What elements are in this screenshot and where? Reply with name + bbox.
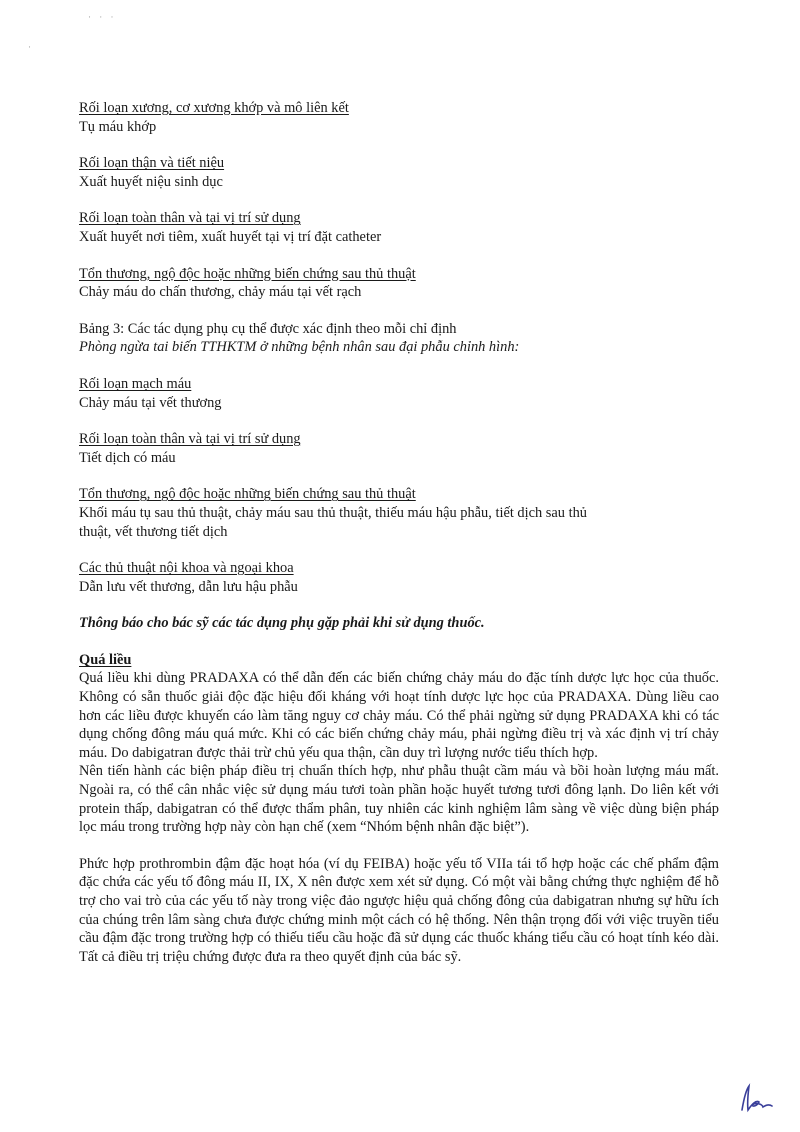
section-heading: Rối loạn thận và tiết niệu bbox=[79, 155, 225, 172]
section-heading: Rối loạn toàn thân và tại vị trí sử dụng bbox=[79, 431, 301, 448]
section-text: Chảy máu tại vết thương bbox=[79, 394, 222, 411]
overdose-section bbox=[79, 651, 719, 837]
section2-injury bbox=[79, 485, 719, 541]
overdose-section-continued bbox=[79, 855, 719, 967]
section-text: Tiết dịch có máu bbox=[79, 449, 176, 466]
section-heading: Rối loạn xương, cơ xương khớp và mô liên kết bbox=[79, 100, 349, 116]
overdose-heading: Quá liều bbox=[79, 651, 132, 668]
section-text: Dẫn lưu vết thương, dẫn lưu hậu phẫu bbox=[79, 578, 298, 595]
section-text: Tụ máu khớp bbox=[79, 118, 157, 135]
section-renal bbox=[79, 154, 719, 191]
section-general-site bbox=[79, 209, 719, 246]
overdose-paragraph-2: Nên tiến hành các biện pháp điều trị chuẩn thích hợp, như phẫu thuật cầm máu và bồi hoàn lượng máu mất. Ngoài ra, có thể cân nhắc việc sử dụng máu tươi toàn phần hoặc huyết tương tươi đông lạnh. Do liên kết với protein thấp, dabigatran có thể được thẩm phân, tuy nhiên các kinh nghiệm lâm sàng về việc dùng biện pháp lọc máu trong trường hợp này còn hạn chế (xem “Nhóm bệnh nhân đặc biệt”). bbox=[79, 763, 719, 836]
section-heading: Tổn thương, ngộ độc hoặc những biến chứng sau thủ thuật bbox=[79, 486, 416, 503]
section2-procedures bbox=[79, 559, 719, 596]
table3-caption-block bbox=[79, 320, 719, 357]
section-text: Chảy máu do chấn thương, chảy máu tại vết rạch bbox=[79, 284, 362, 301]
section-heading: Tổn thương, ngộ độc hoặc những biến chứng sau thủ thuật bbox=[79, 265, 416, 282]
section-heading: Rối loạn mạch máu bbox=[79, 375, 192, 392]
notice-text: Thông báo cho bác sỹ các tác dụng phụ gặp phải khi sử dụng thuốc. bbox=[79, 615, 485, 632]
scan-mark-top: · · · bbox=[88, 12, 117, 22]
overdose-paragraph-3: Phức hợp prothrombin đậm đặc hoạt hóa (ví dụ FEIBA) hoặc yếu tố VIIa tái tổ hợp hoặc các chế phẩm đậm đặc chứa các yếu tố đông máu II, IX, X nên được xem xét sử dụng. Có một vài bằng chứng thực nghiệm để hỗ trợ cho vai trò của các yếu tố này trong việc đảo ngược hiệu quả chống đông của dabigatran nhưng sự hữu ích của chúng trên lâm sàng chưa được chứng minh một cách có hệ thống. Nên thận trọng đối với việc truyền tiểu cầu đậm đặc trong trường hợp có thiếu tiểu cầu hoặc đã sử dụng các thuốc kháng tiểu cầu có hoạt tính kéo dài. Tất cả điều trị triệu chứng được đưa ra theo quyết định của bác sỹ. bbox=[79, 855, 719, 965]
section2-vascular bbox=[79, 375, 719, 412]
document-body bbox=[79, 99, 719, 966]
section-heading: Rối loạn toàn thân và tại vị trí sử dụng bbox=[79, 210, 301, 227]
section-text: Xuất huyết nơi tiêm, xuất huyết tại vị trí đặt catheter bbox=[79, 228, 382, 245]
section-text: Xuất huyết niệu sinh dục bbox=[79, 173, 223, 190]
section-injury bbox=[79, 265, 719, 302]
section2-general-site bbox=[79, 430, 719, 467]
table-caption: Bảng 3: Các tác dụng phụ cụ thể được xác định theo mỗi chỉ định bbox=[79, 320, 457, 337]
table-subtitle: Phòng ngừa tai biến TTHKTM ở những bệnh nhân sau đại phẫu chỉnh hình: bbox=[79, 339, 520, 356]
section-heading: Các thủ thuật nội khoa và ngoại khoa bbox=[79, 560, 294, 577]
section-text: thuật, vết thương tiết dịch bbox=[79, 523, 228, 540]
section-text: Khối máu tụ sau thủ thuật, chảy máu sau thủ thuật, thiếu máu hậu phẫu, tiết dịch sau thủ bbox=[79, 504, 587, 521]
signature-mark bbox=[736, 1080, 776, 1116]
scan-mark-left: · bbox=[28, 42, 31, 52]
section-musculoskeletal bbox=[79, 99, 719, 136]
notice-block bbox=[79, 614, 719, 633]
overdose-paragraph-1: Quá liều khi dùng PRADAXA có thể dẫn đến các biến chứng chảy máu do đặc tính dược lực học của thuốc. Không có sẵn thuốc giải độc đặc hiệu đối kháng với hoạt tính dược lực học của PRADAXA. Dùng liều cao hơn các liều được khuyến cáo làm tăng nguy cơ chảy máu. Có thể phải ngừng sử dụng PRADAXA khi có tác dụng chống đông máu quá mức. Khi có các biến chứng chảy máu, phải ngừng điều trị và xác định vị trí chảy máu. Do dabigatran được thải trừ chủ yếu qua thận, cần duy trì lượng nước tiểu thích hợp. bbox=[79, 670, 719, 761]
